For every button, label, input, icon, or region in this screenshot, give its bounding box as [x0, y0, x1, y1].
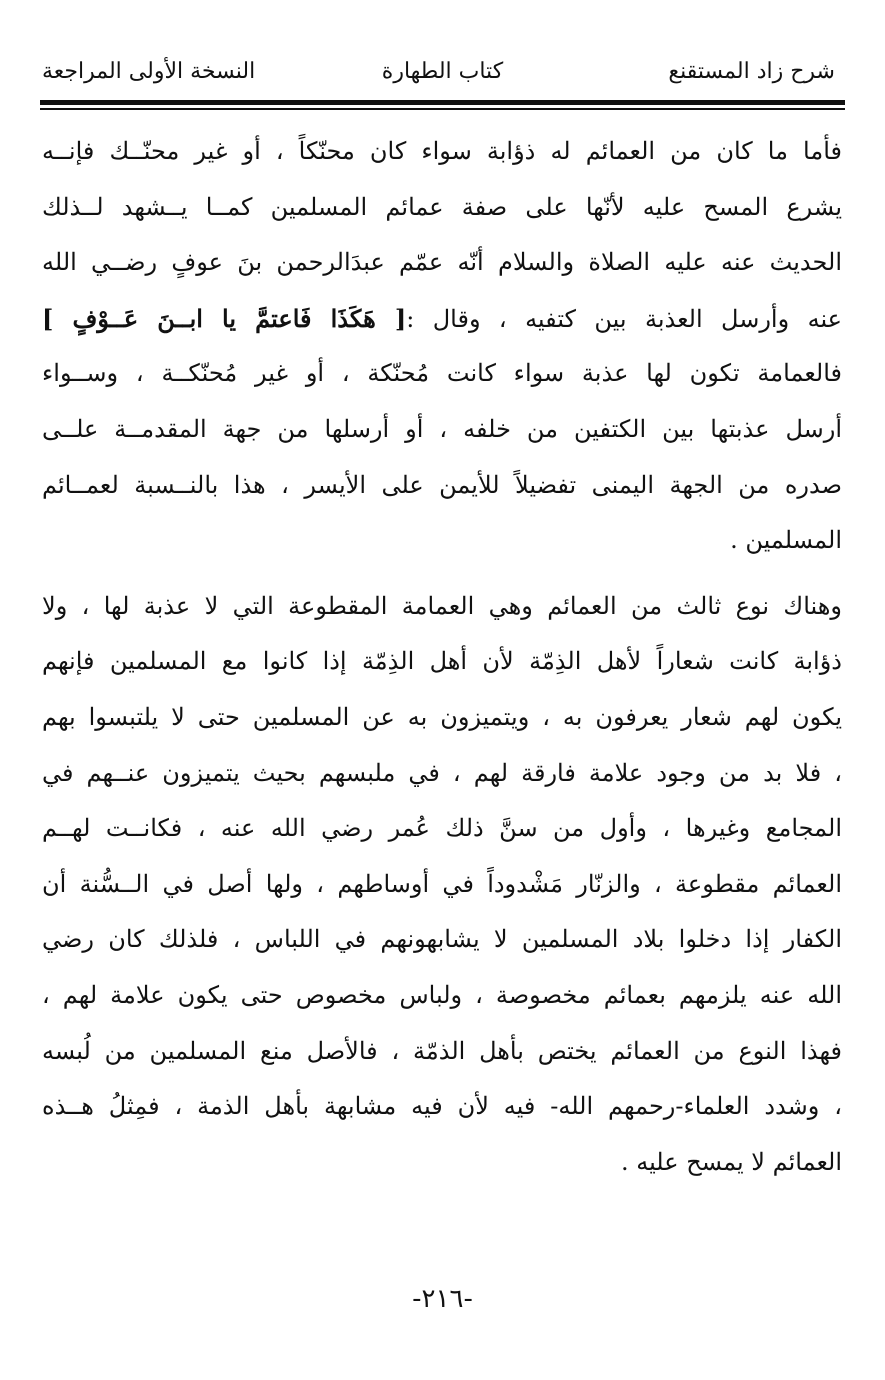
- body-text: [42, 124, 842, 1190]
- chapter-title: كتاب الطهارة: [381, 59, 504, 84]
- text-line-15: الكفار إذا دخلوا بلاد المسلمين لا يشابهونهم في اللباس ، فلذلك كان رضي: [42, 925, 842, 954]
- book-title: شرح زاد المستقنع: [668, 59, 835, 84]
- text-line-5: فالعمامة تكون لها عذبة سواء كانت مُحنّكة ، أو غير مُحنّكــة ، وســواء: [42, 359, 842, 388]
- text-line-17: فهذا النوع من العمائم يختص بأهل الذمّة ، فالأصل منع المسلمين من لُبسه: [42, 1036, 842, 1065]
- text-line-19: العمائم لا يمسح عليه .: [620, 1147, 842, 1176]
- text-line-9: وهناك نوع ثالث من العمائم وهي العمامة المقطوعة التي لا عذبة لها ، ولا: [42, 591, 842, 620]
- text-line-4: [42, 291, 842, 347]
- text-line-18: ، وشدد العلماء-رحمهم الله- فيه لأن فيه مشابهة بأهل الذمة ، فمِثلُ هــذه: [42, 1092, 842, 1121]
- text-line-11: يكون لهم شعار يعرفون به ، ويتميزون به عن المسلمين حتى لا يلتبسوا بهم: [42, 702, 842, 731]
- page-number: -٢١٦-: [412, 1284, 473, 1314]
- text-line-12: ، فلا بد من وجود علامة فارقة لهم ، في ملبسهم بحيث يتميزون عنــهم في: [42, 758, 842, 787]
- header-rule-thick: [40, 100, 845, 105]
- edition-note: النسخة الأولى المراجعة: [42, 59, 256, 84]
- text-line-4-start: عنه وأرسل العذبة بين كتفيه ، وقال :: [406, 304, 842, 333]
- text-line-16: الله عنه يلزمهم بعمائم مخصوصة ، ولباس مخصوص حتى يكون علامة لهم ،: [42, 980, 842, 1009]
- text-line-2: يشرع المسح عليه لأنّها على صفة عمائم المسلمين كمــا يــشهد لــذلك: [42, 192, 842, 221]
- text-line-6: أرسل عذبتها بين الكتفين من خلفه ، أو أرسلها من جهة المقدمــة علــى: [42, 414, 842, 443]
- text-line-8: المسلمين .: [730, 526, 842, 555]
- text-line-14: العمائم مقطوعة ، والزنّار مَشْدوداً في أوساطهم ، ولها أصل في الــسُّنة أن: [42, 869, 842, 898]
- text-line-1: فأما ما كان من العمائم له ذؤابة سواء كان محنّكاً ، أو غير محنّــك فإنــه: [42, 137, 842, 165]
- text-line-7: صدره من الجهة اليمنى تفضيلاً للأيمن على الأيسر ، هذا بالنــسبة لعمــائم: [42, 470, 842, 499]
- hadith-quote: [ هَكَذَا فَاعتمَّ يا ابــنَ عَــوْفٍ ]: [42, 303, 407, 333]
- header-rule-thin: [40, 108, 845, 110]
- text-line-10: ذؤابة كانت شعاراً لأهل الذِمّة لأن أهل الذِمّة إذا كانوا مع المسلمين فإنهم: [42, 647, 842, 676]
- text-line-13: المجامع وغيرها ، وأول من سنَّ ذلك عُمر رضي الله عنه ، فكانــت لهــم: [42, 814, 842, 843]
- running-header: [40, 52, 845, 92]
- text-line-3: الحديث عنه عليه الصلاة والسلام أنّه عمّم عبدَالرحمن بنَ عوفٍ رضــي الله: [42, 248, 842, 277]
